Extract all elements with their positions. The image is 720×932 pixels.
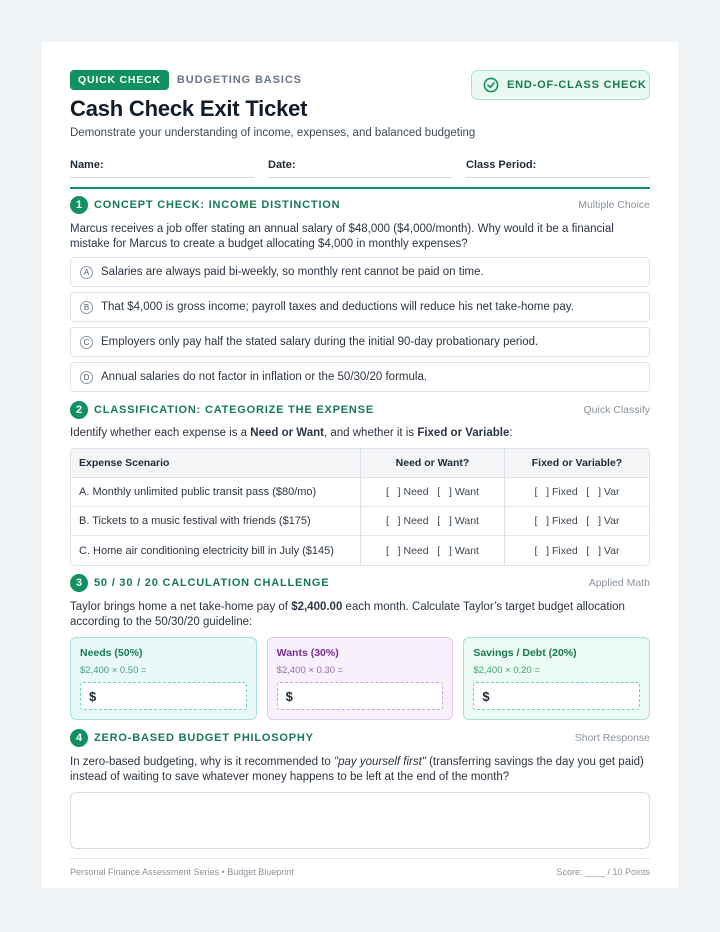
column-header: Expense Scenario <box>71 449 360 478</box>
exit-ticket-page <box>42 42 678 888</box>
prompt-text: each month. Calculate Taylor’s target budget allocation according to the 50/30/20 guideline: <box>70 601 625 628</box>
question-4 <box>70 729 650 849</box>
card-formula: $2,400 × 0.30 = <box>276 665 344 676</box>
prompt-emphasis: $2,400.00 <box>291 601 343 613</box>
question-title: ZERO-BASED BUDGET PHILOSOPHY <box>94 732 314 744</box>
option-text: Annual salaries do not factor in inflation or the 50/30/20 formula. <box>101 371 428 383</box>
question-type: Applied Math <box>588 577 650 589</box>
question-1 <box>70 196 650 392</box>
question-3 <box>70 574 650 720</box>
option-c[interactable] <box>70 327 650 357</box>
short-response-textarea[interactable] <box>70 792 650 849</box>
prompt-text: In zero-based budgeting, why is it recommended to <box>70 756 335 768</box>
classification-table <box>70 448 650 566</box>
fixed-var-checkboxes[interactable]: [ ] Fixed [ ] Var <box>504 478 649 507</box>
savings-card <box>463 637 650 720</box>
option-letter: D <box>80 371 93 384</box>
class-period-field[interactable]: Class Period: <box>466 159 650 178</box>
topic-eyebrow: BUDGETING BASICS <box>176 74 302 86</box>
wants-card <box>267 637 454 720</box>
prompt-emphasis: Need or Want <box>250 427 324 439</box>
header <box>70 70 650 176</box>
series-label: Personal Finance Assessment Series • Budget Blueprint <box>70 867 294 877</box>
question-number: 4 <box>70 729 88 747</box>
wants-answer-input[interactable]: $ <box>277 682 444 710</box>
option-d[interactable] <box>70 362 650 392</box>
question-prompt: Marcus receives a job offer stating an annual salary of $48,000 ($4,000/month). Why would it be a financial mistake for Marcus to create a budget allocating $4,000 in monthly expenses? <box>70 223 614 250</box>
needs-answer-input[interactable]: $ <box>80 682 247 710</box>
column-header: Fixed or Variable? <box>504 449 649 478</box>
question-2 <box>70 401 650 566</box>
option-text: Employers only pay half the stated salary during the initial 90-day probationary period. <box>101 336 539 348</box>
end-of-class-label: END-OF-CLASS CHECK <box>507 79 647 91</box>
need-want-checkboxes[interactable]: [ ] Need [ ] Want <box>360 478 504 507</box>
card-label: Savings / Debt (20%) <box>473 647 577 659</box>
question-title: CONCEPT CHECK: INCOME DISTINCTION <box>94 199 341 211</box>
fixed-var-checkboxes[interactable]: [ ] Fixed [ ] Var <box>504 507 649 536</box>
option-a[interactable] <box>70 257 650 287</box>
quick-check-badge: QUICK CHECK <box>70 70 169 90</box>
table-row <box>71 507 649 536</box>
page-title: Cash Check Exit Ticket <box>70 96 308 121</box>
expense-scenario: A. Monthly unlimited public transit pass ($80/mo) <box>71 478 360 507</box>
question-type: Short Response <box>574 732 650 744</box>
question-prompt <box>70 755 650 785</box>
savings-answer-input[interactable]: $ <box>473 682 640 710</box>
date-field[interactable]: Date: <box>268 159 452 178</box>
column-header: Need or Want? <box>360 449 504 478</box>
question-title: 50 / 30 / 20 CALCULATION CHALLENGE <box>94 577 330 589</box>
option-letter: C <box>80 336 93 349</box>
card-label: Needs (50%) <box>80 647 143 659</box>
option-letter: A <box>80 266 93 279</box>
card-label: Wants (30%) <box>276 647 339 659</box>
need-want-checkboxes[interactable]: [ ] Need [ ] Want <box>360 507 504 536</box>
expense-scenario: B. Tickets to a music festival with friends ($175) <box>71 507 360 536</box>
name-field[interactable]: Name: <box>70 159 254 178</box>
table-row <box>71 536 649 565</box>
fixed-var-checkboxes[interactable]: [ ] Fixed [ ] Var <box>504 536 649 565</box>
option-b[interactable] <box>70 292 650 322</box>
question-prompt <box>70 426 650 441</box>
question-title: CLASSIFICATION: CATEGORIZE THE EXPENSE <box>94 404 374 416</box>
need-want-checkboxes[interactable]: [ ] Need [ ] Want <box>360 536 504 565</box>
prompt-text: (transferring savings the day you get paid) instead of waiting to save whatever money happens to be left at the end of the month? <box>70 756 644 783</box>
prompt-text: : <box>509 427 513 439</box>
question-number: 3 <box>70 574 88 592</box>
prompt-emphasis: Fixed or Variable <box>417 427 510 439</box>
question-number: 1 <box>70 196 88 214</box>
question-type: Quick Classify <box>583 404 650 416</box>
prompt-emphasis: "pay yourself first" <box>334 756 426 768</box>
prompt-text: , and whether it is <box>323 427 418 439</box>
needs-card <box>70 637 257 720</box>
card-formula: $2,400 × 0.50 = <box>80 665 147 676</box>
card-formula: $2,400 × 0.20 = <box>473 665 540 676</box>
header-divider <box>70 187 650 189</box>
score-label: Score: ____ / 10 Points <box>556 867 650 877</box>
footer <box>70 858 650 877</box>
end-of-class-badge <box>471 70 650 100</box>
prompt-text: Identify whether each expense is a <box>70 427 251 439</box>
option-text: Salaries are always paid bi-weekly, so monthly rent cannot be paid on time. <box>101 266 484 278</box>
option-letter: B <box>80 301 93 314</box>
expense-scenario: C. Home air conditioning electricity bill in July ($145) <box>79 544 334 557</box>
question-prompt <box>70 600 650 630</box>
check-circle-icon <box>483 77 499 93</box>
prompt-text: Taylor brings home a net take-home pay of <box>70 601 292 613</box>
page-subtitle: Demonstrate your understanding of income, expenses, and balanced budgeting <box>70 127 476 139</box>
option-text: That $4,000 is gross income; payroll taxes and deductions will reduce his net take-home pay. <box>101 301 574 313</box>
question-number: 2 <box>70 401 88 419</box>
table-row <box>71 478 649 507</box>
question-type: Multiple Choice <box>578 199 650 211</box>
